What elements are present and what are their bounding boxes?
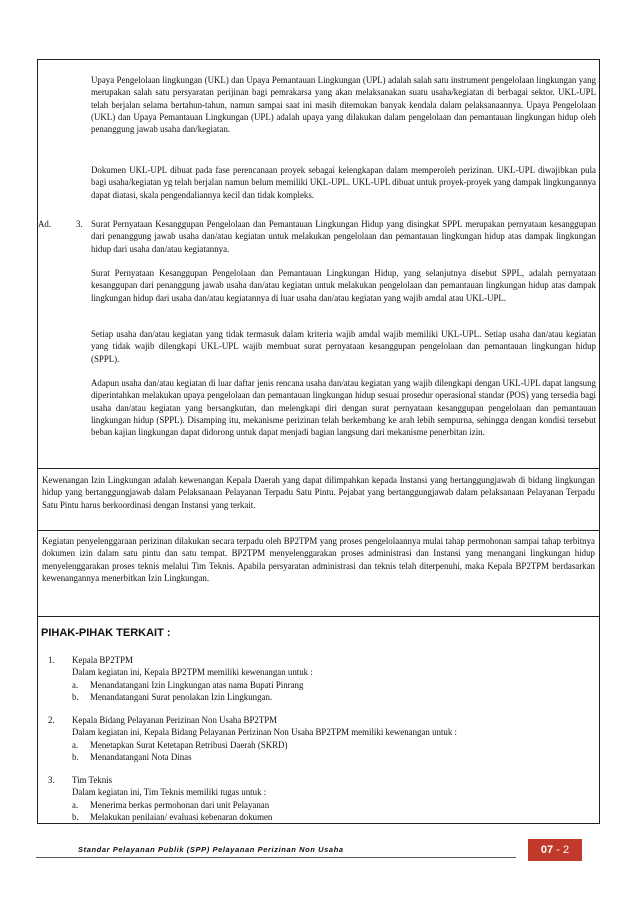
task-text: Menandatangani Izin Lingkungan atas nama Bupati Pinrang: [90, 679, 304, 690]
task-label: a.: [72, 799, 79, 810]
pihak-terkait-section: [38, 616, 599, 824]
item-intro: Dalam kegiatan ini, Tim Teknis memiliki tugas untuk :: [72, 787, 267, 798]
item-number: 2.: [48, 715, 55, 725]
task-row: [72, 679, 582, 691]
page-separator: -: [553, 844, 563, 856]
task-label: a.: [72, 679, 79, 690]
footer-rule: [36, 857, 516, 858]
task-label: b.: [72, 751, 79, 762]
item-number: 1.: [48, 655, 55, 665]
sppl-paragraph-2: Surat Pernyataan Kesanggupan Pengelolaan dan Pemantauan Lingkungan Hidup, yang selanjutnya disebut SPPL, adalah pernyataan kesanggupan dari penanggung jawab usaha dan/atau kegiatan untuk melakukan pengelolaan dan pemantauan lingkungan hidup atas dampak lingkungan hidup dari usaha dan/atau kegiatannya di luar usaha dan/atau kegiatan yang wajib amdal atau UKL-UPL.: [91, 268, 596, 303]
task-row: [72, 691, 582, 703]
kewenangan-paragraph: Kewenangan Izin Lingkungan adalah kewenangan Kepala Daerah yang dapat dilimpahkan kepada Instansi yang bertanggungjawab di bidang lingkungan hidup yang bertanggungjawab dalam Pelaksanaan Pelayanan Terpadu Satu Pintu. Pejabat yang bertanggungjawab dalam pelaksanaan Pelayanan Terpadu Satu Pintu harus berkoordinasi dengan Instansi yang terkait.: [42, 475, 595, 510]
section-heading: PIHAK-PIHAK TERKAIT :: [41, 627, 171, 639]
page-number: 2: [562, 844, 570, 856]
sppl-paragraph-3: Setiap usaha dan/atau kegiatan yang tidak termasuk dalam kriteria wajib amdal wajib memiliki UKL-UPL. Setiap usaha dan/atau kegiatan yang tidak wajib dilengkapi UKL-UPL wajib membuat surat pernyataan kesanggupan pengelolaan dan pemantauan lingkungan hidup (SPPL).: [91, 329, 596, 364]
sppl-paragraph-4: Adapun usaha dan/atau kegiatan di luar daftar jenis rencana usaha dan/atau kegiatan yang wajib dilengkapi dengan UKL-UPL dapat langsung diperintahkan melakukan upaya pengelolaan dan pemantauan lingkungan hidup sesuai prosedur operasional standar (POS) yang tersedia bagi usaha dan/atau kegiatan yang bersangkutan, dan melengkapi diri dengan surat pernyataan kesanggupan pengelolaan dan pemantauan lingkungan hidup (SPPL). Disamping itu, mekanisme perizinan telah berkembang ke arah lebih sempurna, sehingga dengan kondisi tersebut beban kajian lingkungan dapat didorong untuk dapat menjadi bagian langsung dari mekanisme penerbitan izin.: [91, 378, 596, 437]
item-intro: Dalam kegiatan ini, Kepala Bidang Pelayanan Perizinan Non Usaha BP2TPM memiliki kewenangan untuk :: [72, 727, 457, 738]
item-title: Kepala BP2TPM: [72, 655, 133, 665]
task-text: Menandatangani Nota Dinas: [90, 751, 192, 762]
task-row: [72, 751, 582, 763]
task-label: a.: [72, 739, 79, 750]
item-title: Tim Teknis: [72, 775, 113, 785]
sppl-number: 3.: [76, 219, 83, 229]
sppl-paragraph-1: Surat Pernyataan Kesanggupan Pengelolaan dan Pemantauan Lingkungan Hidup yang disingkat SPPL merupakan pernyataan kesanggupan dari penanggung jawab usaha dan/atau kegiatan untuk melakukan pengelolaan dan pemantauan lingkungan hidup atas dampak lingkungan hidup dari usaha dan/atau kegiatannya.: [91, 219, 596, 254]
ad-label: Ad.: [38, 219, 52, 229]
kegiatan-paragraph: Kegiatan penyelenggaraan perizinan dilakukan secara terpadu oleh BP2TPM yang proses pengelolaannya mulai tahap permohonan sampai tahap terbitnya dokumen izin dalam satu pintu dan satu tempat. BP2TPM menyelenggarakan proses administrasi dan Instansi yang menangani lingkungan hidup menyelenggarakan proses teknis melalui Tim Teknis. Apabila persyaratan administrasi dan teknis telah diterpenuhi, maka Kepala BP2TPM berdasarkan kewenangannya menerbitkan Izin Lingkungan.: [42, 536, 595, 583]
item-number: 3.: [48, 775, 55, 785]
description-section: [38, 60, 599, 617]
ukl-upl-paragraph-1: Upaya Pengelolaan lingkungan (UKL) dan Upaya Pemantauan Lingkungan (UPL) adalah salah satu instrument pengelolaan lingkungan yang merupakan salah satu persyaratan perijinan bagi pemrakarsa yang akan melaksanakan suatu usaha/kegiatan di berbagai sektor. UKL-UPL telah berjalan selama bertahun-tahun, namun sampai saat ini masih ditemukan banyak kendala dalam pelaksanaannya. Upaya Pengelolaan (UKL) dan Upaya Pemantauan Lingkungan (UPL) adalah upaya yang dilakukan dalam pengelolaan dan pemantauan lingkungan hidup oleh penanggung jawab usaha dan/kegiatan.: [91, 75, 596, 134]
item-intro: Dalam kegiatan ini, Kepala BP2TPM memiliki kewenangan untuk :: [72, 667, 313, 678]
task-text: Melakukan penilaian/ evaluasi kebenaran dokumen: [90, 811, 273, 822]
task-row: [72, 811, 582, 823]
divider: [38, 468, 599, 469]
document-frame: [37, 59, 600, 824]
task-text: Menetapkan Surat Ketetapan Retribusi Daerah (SKRD): [90, 739, 288, 750]
task-text: Menerima berkas permohonan dari unit Pelayanan: [90, 799, 270, 810]
ukl-upl-paragraph-2: Dokumen UKL-UPL dibuat pada fase perencanaan proyek sebagai kelengkapan dalam memperoleh perizinan. UKL-UPL diwajibkan pula bagi usaha/kegiatan yg telah berjalan namun belum memiliki UKL-UPL. UKL-UPL dibuat untuk proyek-proyek yang dampak lingkungannya dapat diatasi, skala pengendaliannya kecil dan tidak kompleks.: [91, 165, 596, 200]
page-section: 07: [540, 844, 554, 856]
task-label: b.: [72, 811, 79, 822]
footer-title: Standar Pelayanan Publik (SPP) Pelayanan Perizinan Non Usaha: [78, 845, 344, 854]
task-label: b.: [72, 691, 79, 702]
divider: [38, 530, 599, 531]
task-row: [72, 739, 582, 751]
item-title: Kepala Bidang Pelayanan Perizinan Non Usaha BP2TPM: [72, 715, 278, 725]
task-text: Menandatangani Surat penolakan Izin Lingkungan.: [90, 691, 273, 702]
task-row: [72, 799, 582, 811]
page-number-badge: [528, 839, 582, 861]
